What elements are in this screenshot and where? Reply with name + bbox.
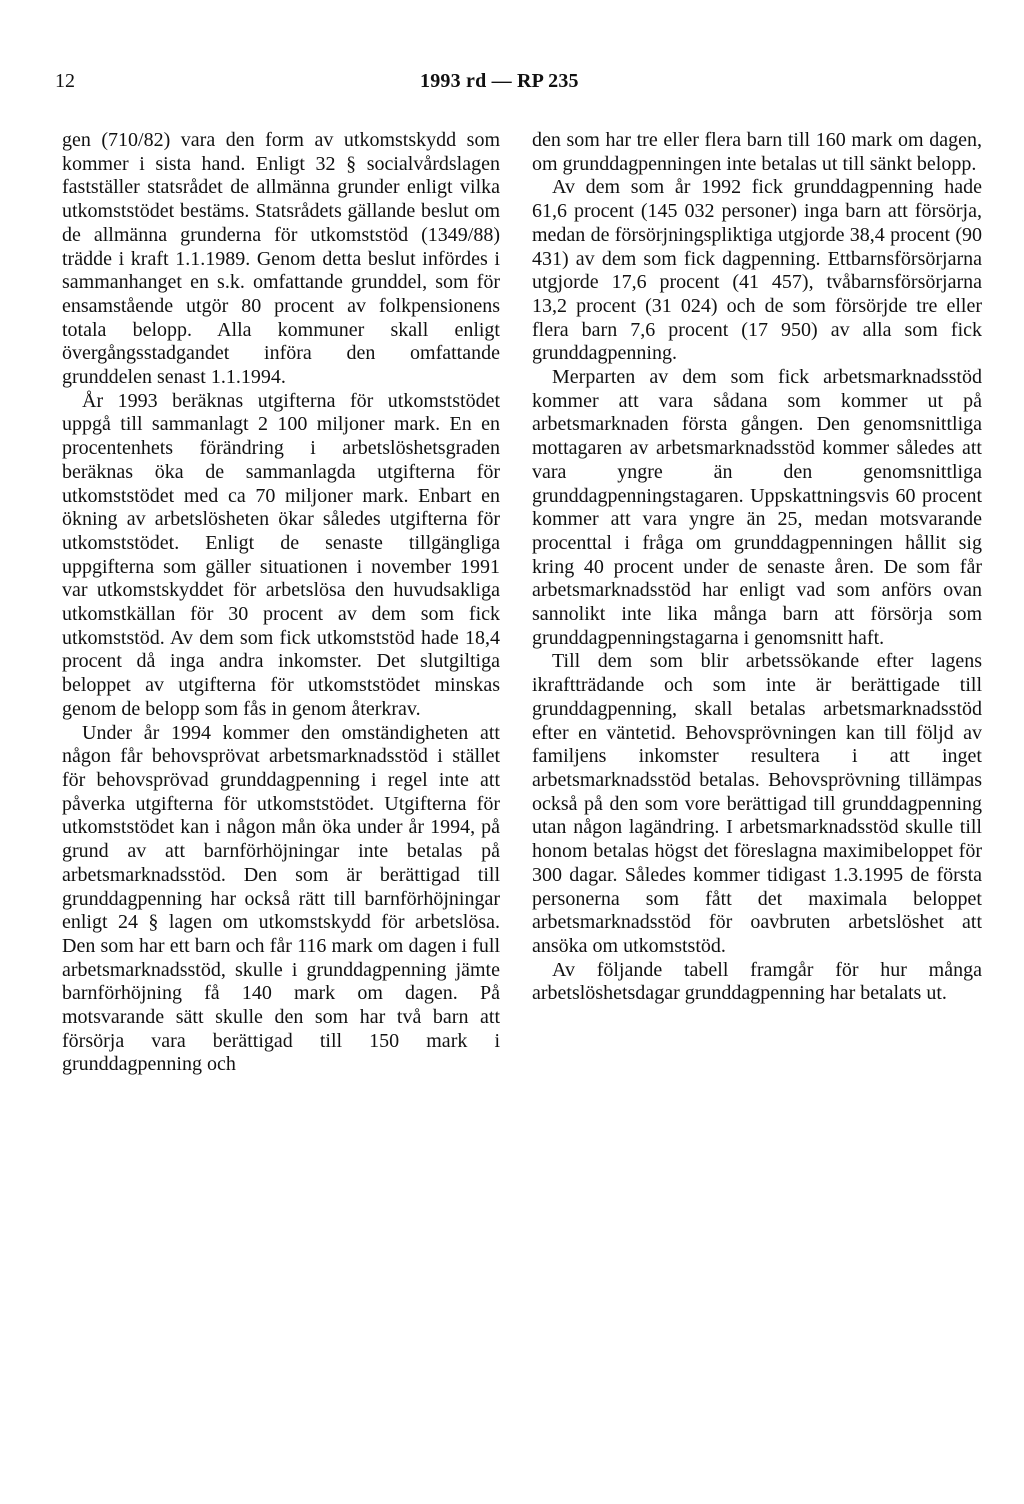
paragraph: Merparten av dem som fick arbetsmarknadsstöd kommer att vara sådana som kommer ut på arbetsmarknaden första gången. Den genomsnittliga mottagaren av arbetsmarknadsstöd kommer således att vara yngre än den genomsnittliga grunddagpenningstagaren. Uppskattningsvis 60 procent kommer att vara yngre än 25, medan motsvarande procenttal i fråga om grunddagpenningen hållit sig kring 40 procent under de senaste åren. De som får arbetsmarknadsstöd har enligt vad som anförs ovan sannolikt inte lika många barn att försörja som grunddagpenningstagarna i genomsnitt haft.: [532, 366, 982, 649]
paragraph: Under år 1994 kommer den omständigheten att någon får behovsprövat arbetsmarknadsstöd i stället för behovsprövad grunddagpenning i regel inte att påverka utgifterna för utkomststödet. Utgifterna för utkomststödet kan i någon mån öka under år 1994, på grund av att barnförhöjningar inte betalas på arbetsmarknadsstöd. Den som är berättigad till grunddagpenning har också rätt till barnförhöjningar enligt 24 § lagen om utkomstskydd för arbetslösa. Den som har ett barn och får 116 mark om dagen i full arbetsmarknadsstöd, skulle i grunddagpenning jämte barnförhöjning få 140 mark om dagen. På motsvarande sätt skulle den som har två barn att försörja vara berättigad till 150 mark i grunddagpenning och: [62, 721, 500, 1076]
paragraph: Till dem som blir arbetssökande efter lagens ikraftträdande och som inte är berättigade till grunddagpenning, skall betalas arbetsmarknadsstöd efter en väntetid. Behovsprövningen kan till följd av familjens inkomster resultera i att inget arbetsmarknadsstöd betalas. Behovsprövning tillämpas också på den som vore berättigad till grunddagpenning utan någon lagändring. I arbetsmarknadsstöd skulle till honom betalas högst det föreslagna maximibeloppet för 300 dagar. Således kommer tidigast 1.3.1995 de första personerna som fått det maximala beloppet arbetsmarknadsstöd för oavbruten arbetslöshet att ansöka om utkomststöd.: [532, 650, 982, 957]
page-number: 12: [55, 70, 75, 92]
paragraph: den som har tre eller flera barn till 160 mark om dagen, om grunddagpenningen inte betalas ut till sänkt belopp.: [532, 129, 982, 175]
running-head: 1993 rd — RP 235: [420, 70, 579, 92]
paragraph: Av följande tabell framgår för hur många arbetslöshetsdagar grunddagpenning har betalats ut.: [532, 958, 982, 1005]
left-column: [62, 129, 500, 1077]
paragraph: Av dem som år 1992 fick grunddagpenning hade 61,6 procent (145 032 personer) inga barn att försörja, medan de försörjningspliktiga utgjorde 38,4 procent (90 431) av dem som fick dagpenning. Ettbarnsförsörjarna utgjorde 17,6 procent (41 457), tvåbarnsförsörjarna 13,2 procent (31 024) och de som försörjde tre eller flera barn 7,6 procent (17 950) av alla som fick grunddagpenning.: [532, 176, 982, 365]
right-column: [532, 129, 982, 1006]
paragraph: gen (710/82) vara den form av utkomstskydd som kommer i sista hand. Enligt 32 § socialvårdslagen fastställer statsrådet de allmänna grunder enligt vilka utkomststödet bestäms. Statsrådets gällande beslut om de allmänna grunderna för utkomststöd (1349/88) trädde i kraft 1.1.1989. Genom detta beslut infördes i sammanhanget en s.k. omfattande grunddel, som för ensamstående utgör 80 procent av folkpensionens totala belopp. Alla kommuner skall enligt övergångsstadgandet införa den omfattande grunddelen senast 1.1.1994.: [62, 129, 500, 389]
paragraph: År 1993 beräknas utgifterna för utkomststödet uppgå till sammanlagt 2 100 miljoner mark. En en procentenhets förändring i arbetslöshetsgraden beräknas öka de sammanlagda utgifterna för utkomststödet med ca 70 miljoner mark. Enbart en ökning av arbetslösheten ökar således utgifterna för utkomststödet. Enligt de senaste tillgängliga uppgifterna som gäller situationen i november 1991 var utkomstskyddet för arbetslösa den huvudsakliga utkomstkällan för 30 procent av dem som fick utkomststöd. Av dem som fick utkomststöd hade 18,4 procent då inga andra inkomster. Det slutgiltiga beloppet av utgifterna för utkomststödet minskas genom de belopp som fås in genom återkrav.: [62, 389, 500, 720]
